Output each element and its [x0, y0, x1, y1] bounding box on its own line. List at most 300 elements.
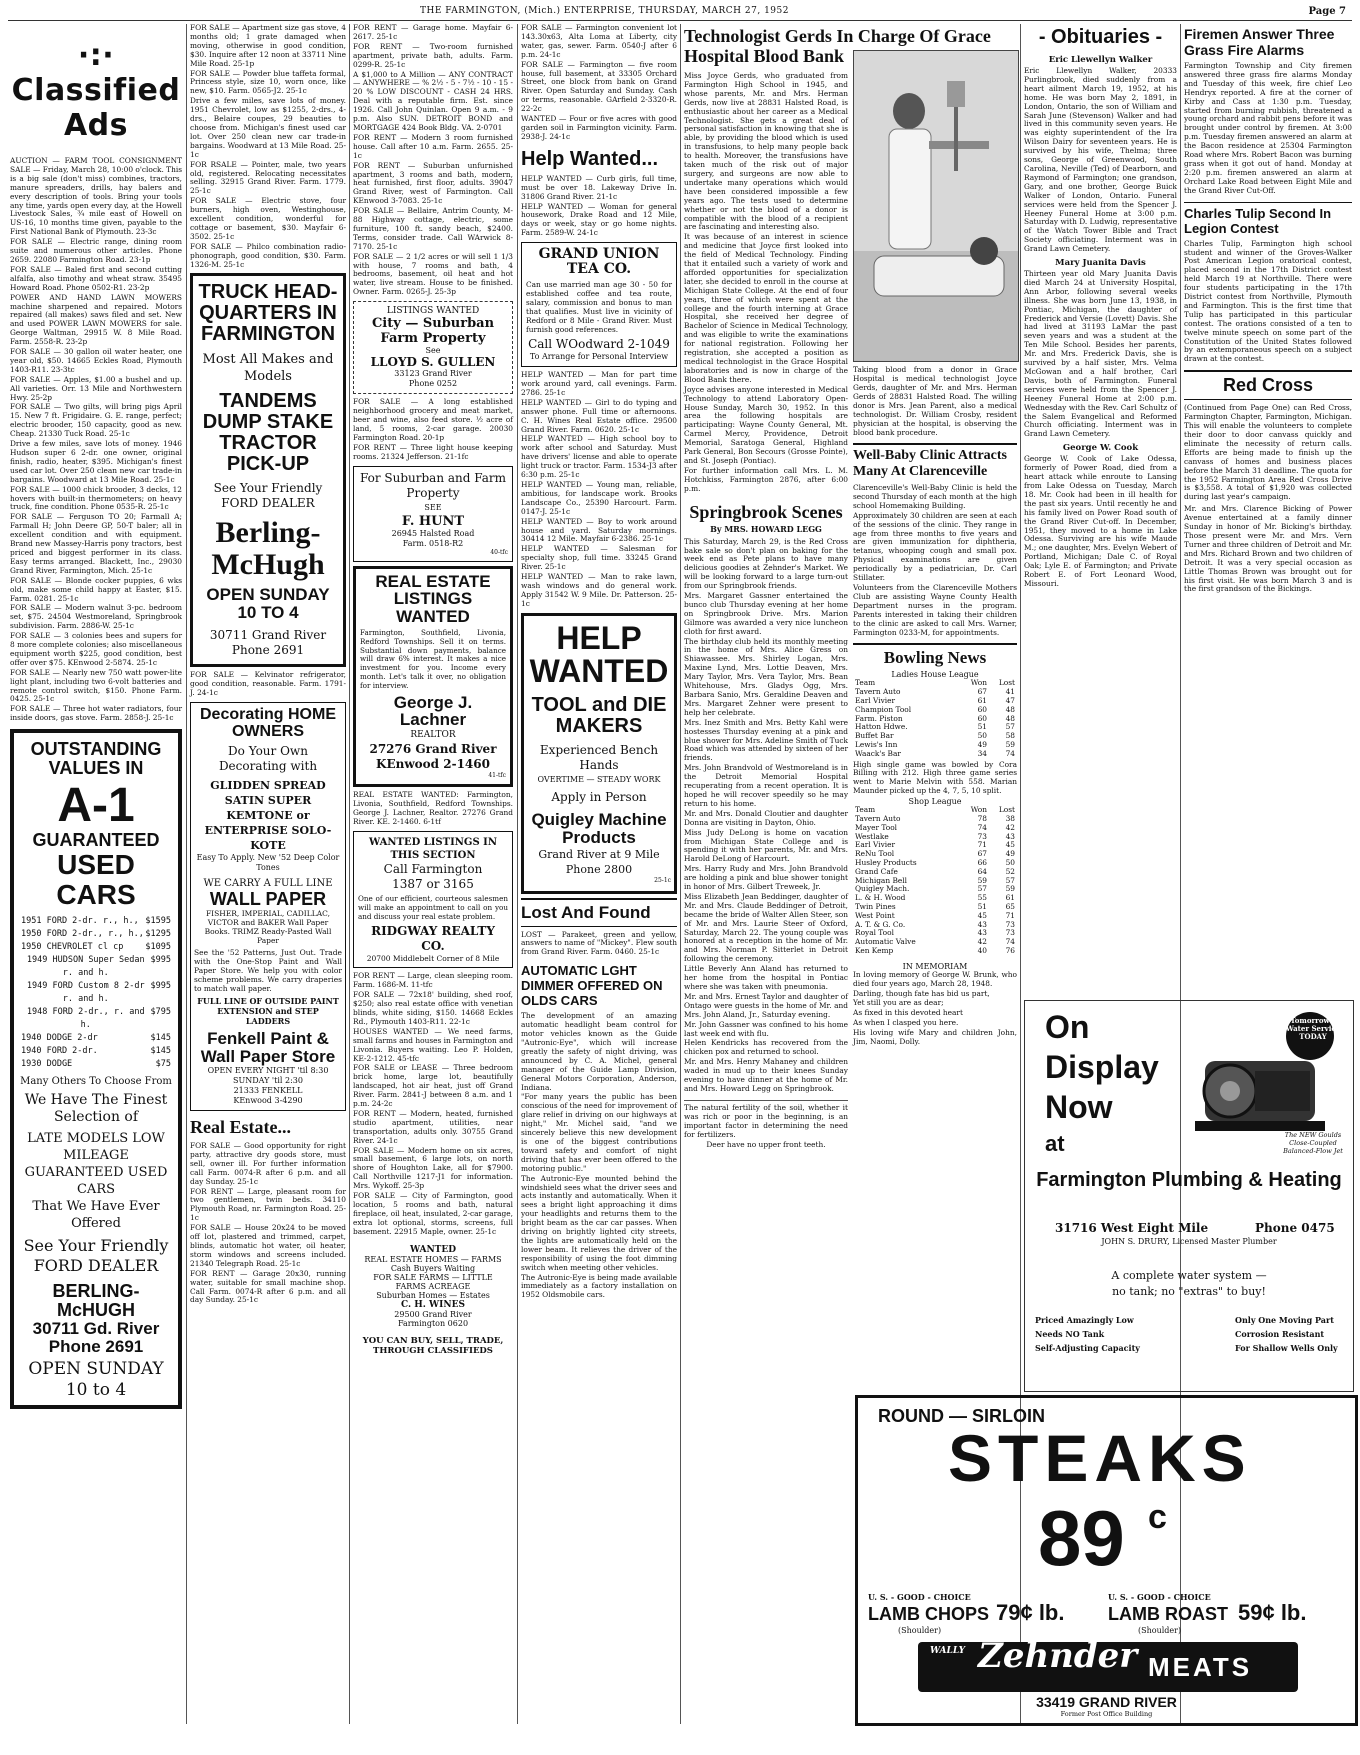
car-listing — [18, 980, 174, 1006]
cell-team: Royal Tool — [855, 928, 894, 938]
cell-won: 51 — [977, 901, 987, 911]
meat-address: 33419 GRAND RIVER — [1036, 1694, 1177, 1710]
cell-team: Mayer Tool — [855, 822, 898, 832]
tulip-article: Charles Tulip, Farmington high school student and winner of the Groves-Walker Post American Legion oratorical contest, placed second in the 17th District contest held March 19 at Northville. There were four students participating in the 17th District contest from Northville, Plymouth and Farmington. This is the first time that Tulip has participated in this particular contest. The orations consisted of a ten to twelve minute speech on some part of the Constitution of the United States followed by an extemporaneous speech on a subject drawn at the contest. — [1184, 238, 1352, 364]
quigley-phone: Phone 2800 — [565, 862, 633, 876]
lachner-phone: KEnwood 2-1460 — [376, 757, 490, 772]
cell-won: 71 — [977, 840, 987, 850]
text-block: FOR RSALE — Pointer, male, two years old, registered. Relocating necessitates selling. 32915 Grand River. Farm. 1779. 25-1c — [190, 159, 346, 196]
text-block: FOR RENT — Two-room furnished apartment, private bath, adults. Farm. 0299-R. 25-1c — [353, 41, 513, 69]
car-listing — [18, 1032, 174, 1045]
real-estate-heading: Real Estate... — [190, 1117, 291, 1138]
meats-label: MEATS — [1148, 1652, 1253, 1682]
gullen-name: LLOYD S. GULLEN — [370, 355, 496, 370]
roast-cut: (Shoulder) — [1138, 1626, 1182, 1635]
text-block: HOUSES WANTED — We need farms, small farms and houses in Farmington and Livonia. Buyers waiting. Leo P. Holden, KE-2-1212. 45-tfc — [353, 1026, 513, 1063]
see-dealer-line: See Your Friendly FORD DEALER — [23, 1236, 169, 1276]
classified-column-3 — [353, 24, 513, 1729]
springbrook-byline: By MRS. HOWARD LEGG — [710, 523, 822, 534]
truck-address: 30711 Grand River — [209, 628, 327, 643]
ridgway-copy: One of our efficient, courteous salesmen will make an appointment to call on you and discuss your real estate problem. — [358, 893, 508, 921]
text-block: AUCTION — FARM TOOL CONSIGNMENT SALE — Friday, March 28, 10:00 o'clock. This is a big sale (don't miss) combines, tractors, manure spreaders, drills, hay balers and every description of tools. Bring your tools any time, yards open every day, at the Howell Livestock Sales, ¾ mile east of Howell on US-16, 10 months time given, payable to the First National Bank of Plymouth. 23-3c — [10, 156, 182, 237]
real-estate-ad-list — [190, 1142, 346, 1305]
plumbing-phone: Phone 0475 — [1255, 1221, 1335, 1235]
hunt-phone: Farm. 0518-R2 — [402, 538, 464, 548]
col-won: Won — [970, 678, 987, 688]
pump-caption: The NEW Goulds Close-Coupled Balanced-Flow Jet — [1283, 1131, 1343, 1155]
text-block: FOR SALE — Modern walnut 3-pc. bedroom set, $75. 24504 Westmoreland, Springbrook subdivision. Farm. 2886-W. 25-1c — [10, 603, 182, 631]
text-block: FOR RENT — Garage home. Mayfair 6-2617. 25-1c — [353, 23, 513, 41]
ridgway-address: 20700 Middlebelt Corner of 8 Mile — [366, 954, 500, 964]
text-block: The Autronic-Eye mounted behind the windshield sees what the driver sees and acts instantly and automatically. When it sees a bright light approaching it dims your headlights and returns them to the bright beam as the car car passes. When driving on brightly lighted city streets, the lights are automatically held on the lower beam. It relieves the driver of the responsibility of using the foot dimming switch when meeting other vehicles. — [521, 1173, 677, 1272]
text-block: Mrs. Harry Rudy and Mrs. John Brandvold are holding a pink and blue shower tonight in honor of Mrs. Gilbert Treweek, Jr. — [684, 864, 848, 892]
lachner-ad — [353, 566, 513, 788]
obituary-column — [1024, 24, 1177, 1004]
cell-team: Earl Vivier — [855, 696, 896, 705]
wines-l2: REAL ESTATE HOMES — FARMS — [364, 1254, 502, 1264]
cell-lost: 74 — [1005, 937, 1015, 947]
truck-open-sunday: OPEN SUNDAY 10 TO 4 — [206, 585, 330, 623]
lachner-address: 27276 Grand River — [369, 742, 497, 757]
cell-won: 73 — [977, 831, 987, 841]
plumbing-owner: JOHN S. DRURY, Licensed Master Plumber — [1101, 1237, 1277, 1246]
classified-ad-list — [10, 157, 182, 723]
text-block: FOR SALE — Farmington — five room house, full basement, at 33305 Orchard Street, one block from bank on Grand River. Open Saturday and Sunday. Cash or terms, reasonable. GArfield 2-3320-R. 22-2c — [521, 59, 677, 114]
wally-label: WALLY — [930, 1646, 966, 1656]
text-block: FOR SALE — Philco combination radio-phonograph, good condition, $30. Farm. 1326-M. 25-1c — [190, 241, 346, 269]
quigley-address: Grand River at 9 Mile — [538, 847, 660, 861]
classified-ad-list — [190, 24, 346, 269]
obituary-name: Eric Llewellyn Walker — [1048, 55, 1153, 65]
cell-won: 51 — [977, 722, 987, 732]
obituaries-heading: - Obituaries - — [1038, 26, 1163, 48]
quigley-code: 25-1c — [654, 876, 671, 884]
zehnder-meats-ad — [855, 1395, 1358, 1726]
cell-lost: 45 — [1005, 840, 1015, 850]
cell-team: Quigley Mach. — [855, 884, 910, 894]
hunt-see: SEE — [424, 502, 442, 512]
news-column-8 — [1184, 24, 1352, 1004]
car-name: 1948 FORD 2-dr., r. and h. — [26, 1007, 145, 1031]
masthead: THE FARMINGTON, (Mich.) ENTERPRISE, THURSDAY, MARCH 27, 1952 — [420, 6, 789, 16]
paper-brands: FISHER, IMPERIAL, CADILLAC, VICTOR and BAKER Wall Paper Books. TRIMZ Ready-Pasted Wall Paper — [204, 909, 332, 946]
table-row — [853, 750, 1017, 759]
help-wanted-list — [521, 371, 677, 609]
cell-team: Ken Kemp — [855, 945, 894, 955]
car-price: $145 — [150, 1046, 171, 1057]
classified-column-4 — [521, 24, 677, 1729]
paint-store-name: Fenkell Paint & Wall Paper Store — [200, 1029, 336, 1067]
text-block: Mrs. Inez Smith and Mrs. Betty Kahl were hostesses Thursday evening at a pink and blue shower for Mrs. Adeline Smith of Tuck Road which was attended by sixteen of her friends. — [684, 717, 848, 763]
clinic-article — [853, 484, 1017, 637]
cell-won: 64 — [977, 866, 987, 876]
text-block: FOR RENT — Garage 20x30, running water, suitable for small machine shop. Call Farm. 0074-R after 6 p.m. and all day Sunday. 25-1c — [190, 1268, 346, 1305]
cell-won: 43 — [977, 928, 987, 938]
cell-won: 40 — [977, 945, 987, 955]
tea-co-phone: Call WOodward 2-1049 — [528, 337, 670, 352]
cell-won: 55 — [977, 893, 987, 903]
obituary-name: Mary Juanita Davis — [1055, 258, 1146, 269]
ridgway-l2: Call Farmington — [383, 861, 483, 876]
classified-column-1 — [10, 24, 182, 1729]
cell-lost: 49 — [1005, 849, 1015, 859]
classifieds-footer: YOU CAN BUY, SELL, TRADE, THROUGH CLASSIFIEDS — [362, 1335, 504, 1356]
cell-team: Twin Pines — [855, 901, 896, 911]
classified-ad: LOST — Parakeet, green and yellow, answers to name of "Mickey". Flew south from Grand River. Farm. 0460. 25-1c — [521, 929, 677, 957]
cell-lost: 48 — [1005, 704, 1015, 714]
plumbing-tag2: no tank; no "extras" to buy! — [1112, 1285, 1266, 1298]
text-block: FOR SALE — 3 colonies bees and supers for 8 more complete colonies; also miscellaneous equipment worth $225, good condition, best offer over $75. KEnwood 2-5874. 25-1c — [10, 631, 182, 667]
guaranteed-label: GUARANTEED — [32, 830, 160, 851]
cell-team: Champion Tool — [855, 704, 912, 714]
cell-won: 67 — [977, 849, 987, 859]
car-listing — [18, 1058, 174, 1071]
wines-phone: Farmington 0620 — [397, 1318, 469, 1328]
text-block: Darling, though fate has bid us part, — [853, 988, 990, 998]
car-price: $75 — [155, 1059, 171, 1070]
car-listing — [18, 928, 174, 941]
text-block: HELP WANTED — Man for part time work around yard, call evenings. Farm. 2786. 25-1c — [521, 370, 677, 397]
late-models-line: LATE MODELS LOW MILEAGE GUARANTEED USED CARS — [24, 1131, 168, 1198]
meat-cut-label: ROUND — SIRLOIN — [878, 1406, 1046, 1426]
col-lost: Lost — [998, 678, 1015, 688]
truck-phone: Phone 2691 — [231, 643, 305, 658]
text-block: FOR SALE — Blonde cocker puppies, 6 wks old, make some child happy at Easter, $15. Farm. 0281. 25-1c — [10, 575, 182, 603]
text-block: FOR SALE — Farmington convenient lot 143.30x63, Alta Loma at Liberty, city water, gas, sewer. Farm. 0540-J after 6 p.m. 24-1c — [521, 23, 677, 59]
text-block: Helen Kendricks has recovered from the chicken pox and returned to school. — [684, 1038, 848, 1057]
gullen-l1: LISTINGS WANTED — [386, 306, 480, 317]
gullen-phone: Phone 0252 — [408, 379, 458, 389]
bowling-headline: Bowling News — [853, 643, 1017, 668]
text-block: FOR RENT — Large, clean sleeping room. Farm. 1686-M. 11-tfc — [353, 971, 513, 990]
help-wanted-list — [521, 175, 677, 238]
quigley-ad — [521, 613, 677, 894]
car-listing — [18, 915, 174, 928]
col-lost: Lost — [998, 805, 1015, 815]
col-team: Team — [855, 678, 876, 688]
cell-won: 59 — [977, 875, 987, 885]
quigley-trade: TOOL and DIE MAKERS — [531, 693, 667, 737]
text-block: FOR SALE — Bellaire, Antrim County, M-88 Highway cottage, electric, some furniture, 100 ft. sandy beach, $2400. Terms, consider trade. Call WArwick 8-7170. 25-1c — [353, 206, 513, 251]
hunt-ad — [353, 466, 513, 562]
lamb-grade: U. S. - GOOD - CHOICE — [1108, 1592, 1211, 1602]
classified-ad: FOR SALE — A long established neighborhood grocery and meat market, beer and wine, also feed store. ½ acre of land, 5 rooms, 2-car garage. 20030 Farmington Road. 20-1p — [353, 397, 513, 442]
filler-deer: Deer have no upper front teeth. — [706, 1139, 826, 1149]
shop-league-table — [853, 806, 1017, 956]
truck-headline: TRUCK HEAD-QUARTERS IN FARMINGTON — [198, 281, 338, 346]
text-block: FOR SALE — Two gilts, will bring pigs April 15. New 7 ft. Frigidaire. G. E. range, perfect; electric brooder, 150 capacity, good as new. Cheap. 21330 Tuck Road. 25-1c — [10, 402, 182, 439]
cell-lost: 59 — [1005, 739, 1015, 749]
text-block: Approximately 30 children are seen at each of the sessions of the clinic. They range in age from three months to five years and are given immunization for diphtheria, tetanus, whooping cough and small pox. Physical examinations are given periodically by a pediatrician, Dr. Carl Stillater. — [853, 510, 1017, 583]
wines-l1: WANTED — [409, 1244, 457, 1255]
text-block: FOR SALE — Electric range, dining room suite and numerous other articles. Phone 2659. 22080 Farmington Road. 23-1p — [10, 237, 182, 264]
classified-ad-list — [521, 24, 677, 142]
cell-won: 34 — [977, 748, 987, 758]
cell-lost: 73 — [1005, 919, 1015, 929]
text-block: Drive a few miles, save lots of money. 1951 Chevrolet, low as $1255, 2-drs., 4-drs., Belaire coupes, 29 beauties to choose from. Michigan's finest used car lot. Over 250 clean new car trade-in bargains. Woodward at 13 Mile Road. 25-1c — [190, 96, 346, 159]
now-label: Now — [1045, 1089, 1113, 1125]
obituary-name: George W. Cook — [1062, 443, 1139, 454]
used-cars-ad — [10, 729, 182, 1408]
plumbing-ad — [1024, 1000, 1354, 1392]
help-wanted-heading: Help Wanted... — [521, 147, 659, 170]
car-listing — [18, 1006, 174, 1032]
filler-fertility: The natural fertility of the soil, whether it was rich or poor in the beginning, is an important factor in determining the need for fertilizers. — [684, 1100, 848, 1140]
cell-team: Automatic Valve — [855, 937, 916, 947]
springbrook-article — [684, 538, 848, 1094]
a1-label: A-1 — [57, 778, 135, 832]
car-name: 1940 DODGE 2-dr — [21, 1033, 98, 1044]
truck-dealer-name: Berling-McHugh — [211, 516, 325, 581]
car-price: $1295 — [145, 929, 171, 940]
springbrook-headline: Springbrook Scenes — [689, 501, 843, 522]
cell-team: Waack's Bar — [855, 748, 901, 758]
paint-brands: GLIDDEN SPREAD SATIN SUPER KEMTONE or ENTERPRISE SOLO-KOTE — [204, 779, 332, 853]
cell-team: Hatton Hdwe. — [855, 722, 908, 732]
text-block: For further information call Mrs. L. M. Hotchkiss, Farmington 2876, after 6:00 p.m. — [684, 465, 848, 493]
text-block: Mrs. Margaret Gassner entertained the bunco club Thursday evening at her home on Springbrook Drive. Mrs. Marion Gilmore was awarded a very nice luncheon cloth for first award. — [684, 591, 848, 636]
gullen-ad — [353, 301, 513, 394]
lachner-code: 41-tfc — [488, 772, 506, 780]
hunt-code: 40-tfc — [490, 548, 508, 556]
quigley-name: Quigley Machine Products — [531, 809, 667, 847]
cell-won: 42 — [977, 937, 987, 947]
truck-ad — [190, 273, 346, 667]
paint-ad — [190, 702, 346, 1111]
text-block: Miss Elizabeth Jean Beddinger, daughter of Mr. and Mrs. Claude Beddinger of Detroit, became the bride of Walter Allen Steer, son of Mr. and Mrs. Laurie Steer of Oxford, Saturday, March 22. The young couple was honored at a reception in the home of Mr. and Mrs. Norman P. Sitterlet in Detroit following the ceremony. — [684, 891, 848, 964]
cell-won: 50 — [977, 731, 987, 741]
lamb-chops-label: LAMB CHOPS — [868, 1604, 989, 1624]
car-price: $795 — [150, 1007, 171, 1018]
cell-won: 60 — [977, 713, 987, 723]
memoriam-heading: IN MEMORIAM — [902, 961, 968, 971]
quigley-overtime: OVERTIME — STEADY WORK — [537, 774, 661, 784]
text-block: FOR RENT — Large, pleasant room for two gentlemen, twin beds. 34110 Plymouth Road, nr. Farmington Road. 25-1c — [190, 1186, 346, 1223]
text-block: Mrs. John Brandvold of Westmoreland is in the Detroit Memorial Hospital recuperating from a recent operation. It is hoped he will recover speedily so he may return to his home. — [684, 763, 848, 808]
text-block: HELP WANTED — Boy to work around house and yard. Saturday mornings. 30414 12 Mile. Mayfair 6-2386. 25-1c — [521, 516, 677, 544]
dimmer-article — [521, 1012, 677, 1300]
quigley-experience: Experienced Bench Hands — [539, 742, 659, 772]
hunt-l1: For Suburban and Farm Property — [359, 470, 507, 500]
used-cars-label: USED CARS — [56, 849, 136, 910]
cell-lost: 65 — [1005, 901, 1015, 911]
paint-full-line: WE CARRY A FULL LINE — [203, 878, 333, 890]
obituary-body: George W. Cook of Lake Odessa, formerly of Power Road, died from a heart attack while enroute to Lansing from Lake Odessa on Tuesday, March 18. Mr. Cook had been in ill health for the past six years. Until recently he and his family lived on Power Road south of the Grand River Cut-off. In December, 1951, they moved to a home in Lake Odessa. Surviving are his wife Maude M.; one daughter, Mrs. Evelyn Webert of Portland, Michigan; Dale C. of Royal Oak; Lyle E. of Farmington; and Private Robert E. of Fort Leonard Wood, Missouri. — [1024, 454, 1177, 588]
cell-lost: 52 — [1005, 866, 1015, 876]
page-header — [0, 0, 1360, 22]
text-block: HELP WANTED — Young man, reliable, ambitious, for landscape work. Brooks Landscape Co., 25390 Harcourt. Farm. 0147-J. 25-1c — [521, 480, 677, 516]
cell-won: 78 — [977, 814, 987, 823]
text-block: FOR SALE — Baled first and second cutting alfalfa, also timothy and wheat straw. 35495 Howard Road. Phone 0502-R1. 23-2p — [10, 264, 182, 292]
blood-donor-photo — [853, 50, 1019, 362]
dealer-phone: Phone 2691 — [48, 1336, 144, 1356]
lamb-grade: U. S. - GOOD - CHOICE — [868, 1592, 971, 1602]
text-block: FOR RENT — Suburban unfurnished apartment, 3 rooms and bath, modern, heat furnished, first floor, adults. 39047 Grand River, west of Farmington. Call KEnwood 3-7083. 25-1c — [353, 160, 513, 206]
cell-team: Tavern Auto — [855, 687, 901, 697]
text-block: Volunteers from the Clarenceville Mothers Club are assisting Wayne County Health Department nurses in the program. Parents interested in taking their children to the clinic are asked to call Mrs. Warner, Farmington 0233-M, for appointments. — [853, 582, 1017, 637]
plumbing-name: Farmington Plumbing & Heating — [1036, 1169, 1342, 1191]
cell-team: Earl Vivier — [855, 840, 896, 850]
fire-article: Farmington Township and City firemen answered three grass fire alarms Monday and Tuesday of this week, fire chief Leo Hendryx reported. A fire at the corner of Kirby and Cass at 1:30 p.m. Tuesday, started from burning rubbish, threatened a young orchard and rabbit pens before it was brought under control by firemen. At 3:00 p.m. Tuesday firemen answered an alarm at the Bacon residence at 25304 Farmington Road where Mrs. Robert Bacon was burning grass when it got out of hand. Monday at 2:20 p.m. firemen answered an alarm at Orchard Lake Road between Eight Mile and the Grand River Cut-Off. — [1184, 61, 1352, 195]
obituary-body: Thirteen year old Mary Juanita Davis died March 24 at University Hospital, Ann Arbor, following several weeks illness. She was born June 13, 1938, in Pontiac, Michigan, the daughter of Frederick and Versie (Lovett) Davis. She had lived at 31193 LaMar the past seven years and was a student at the Ten Mile School. Besides her parents, Mr. and Mrs. Frederick Davis, she is survived by a half sister, Mrs. Velma McGowan and a half brother, Carl Davis, both of Farmington. Funeral services were held from the Spencer J. Heeney Funeral Home at 2:00 p.m. Wednesday with the Rev. Carl Schultz of the Salem Evangelical and Reformed Church officiating. Interment was in Grand Lawn Cemetery. — [1024, 269, 1177, 439]
paint-copy: See the '52 Patterns, Just Out. Trade with the One-Stop Paint and Wall Paper Store. We help you with color scheme problems. We carry draperies to match wall paper. — [194, 948, 342, 994]
paint-address: 21333 FENKELL — [233, 1086, 303, 1096]
ridgway-l1: WANTED LISTINGS IN THIS SECTION — [369, 836, 497, 861]
car-price: $145 — [150, 1033, 171, 1044]
steaks-label: STEAKS — [948, 1421, 1252, 1495]
cell-team: Buffet Bar — [855, 731, 894, 741]
text-block: Little Beverly Ann Aland has returned to her home from the hospital in Pontiac where she was taken with pneumonia. — [684, 964, 848, 991]
display-label: Display — [1045, 1049, 1159, 1085]
cell-lost: 43 — [1005, 831, 1015, 841]
text-block: FOR RENT — Modern 3 room furnished house. Call after 10 a.m. Farm. 2655. 25-1c — [353, 132, 513, 160]
text-block: FOR SALE — Nearly new 750 watt power-lite light plant, including two 6-volt batteries and remote control switch, $150. Phone Farm. 0425. 25-1c — [10, 667, 182, 704]
car-listing — [18, 954, 174, 980]
text-block: "For many years the public has been conscious of the need for improvement of glare relief in driving on our highways at night," Mr. Michel said, "and we sincerely believe this new development is one of the biggest contributions toward safety and comfort of night driving that has ever been offered to the motoring public." — [521, 1092, 677, 1173]
cell-lost: 57 — [1005, 722, 1015, 732]
that-line: That We Have Ever Offered — [32, 1199, 160, 1232]
lachner-name: George J. Lachner — [393, 692, 473, 730]
ladders-line: FULL LINE OF OUTSIDE PAINT EXTENSION and STEP LADDERS — [197, 996, 339, 1027]
cell-lost: 71 — [1005, 910, 1015, 920]
obituary-list — [1024, 55, 1177, 589]
cell-won: 66 — [977, 857, 987, 867]
car-listing — [18, 1045, 174, 1058]
cell-lost: 76 — [1005, 945, 1015, 955]
paint-tones: Easy To Apply. New '52 Deep Color Tones — [196, 853, 340, 873]
paint-hours: OPEN EVERY NIGHT 'til 8:30 SUNDAY 'til 2:30 — [207, 1066, 329, 1086]
cell-won: 57 — [977, 884, 987, 894]
car-price: $1095 — [145, 942, 171, 953]
paint-subhead: Do Your Own Decorating with — [218, 744, 318, 774]
text-block: FOR SALE — Modern home on six acres, small basement, 6 large lots, on north shore of Houghton Lake, all for $7900. Call Northville 1217-J1 for information. Mrs. Wykoff. 25-3p — [353, 1145, 513, 1191]
clinic-headline: Well-Baby Clinic Attracts Many At Clarenceville — [853, 443, 1017, 480]
cell-team: Farm. Piston — [855, 713, 903, 723]
ladies-league-table — [853, 679, 1017, 758]
text-block: A $1,000 to A Million — ANY CONTRACT — ANYWHERE — % 2½ - 5 - 7½ - 10 - 15 - 20 % LOW DISCOUNT - CASH 24 HRS. Deal with a reputable firm. Est. since 1926. Call John Quinlan. Open 9 a.m. - 9 p.m. Also SUN. DETROIT BOND and MORTGAGE 424 Book Bldg. VA. 2-0701 — [353, 69, 513, 132]
cell-team: Grand Cafe — [855, 866, 898, 876]
meat-former-building: Former Post Office Building — [1060, 1710, 1153, 1718]
text-block: Mr. and Mrs. Henry Mahaney and children waded in mud up to their knees Sunday evening to have dinner at the home of Mr. and Mrs. Howard Legg on Springbrook. — [684, 1057, 848, 1093]
text-block: HELP WANTED — Girl to do typing and answer phone. Full time or afternoons. C. H. Wines Real Estate office. 29500 Grand River. Farm. 0620. 25-1c — [521, 397, 677, 434]
cell-lost: 61 — [1005, 893, 1015, 903]
open-sunday: OPEN SUNDAY 10 to 4 — [28, 1358, 164, 1400]
cell-team: Westlake — [855, 831, 889, 841]
car-name: 1951 FORD 2-dr. r., h., — [21, 916, 139, 927]
cell-lost: 47 — [1005, 696, 1015, 705]
text-block: FOR SALE — Apartment size gas stove, 4 months old; 1 grate damaged when moving, otherwise in good condition, $30. Inquire after 12 noon at 33711 Nine Mile Road. 25-1p — [190, 23, 346, 68]
cell-lost: 57 — [1005, 875, 1015, 885]
cell-won: 43 — [977, 919, 987, 929]
cell-team: West Point — [855, 910, 895, 920]
truck-makes: Most All Makes and Models — [202, 352, 334, 385]
selection-line: We Have The Finest Selection of — [24, 1092, 168, 1126]
text-block: FOR SALE — Apples, $1.00 a bushel and up. All varieties. Orr. 13 Mile and Northwestern Hwy. 25-2p — [10, 374, 182, 402]
text-block: FOR SALE — Powder blue taffeta formal, Princess style, size 10, worn once, like new, $10. Farm. 0565-J2. 25-1c — [190, 68, 346, 96]
chops-cut: (Shoulder) — [898, 1626, 942, 1635]
car-listing — [18, 941, 174, 954]
car-name: 1940 FORD 2-dr. — [21, 1046, 98, 1057]
dots-icon: ·:· — [77, 38, 115, 73]
paint-phone: KEnwood 3-4290 — [233, 1096, 303, 1106]
cell-won: 45 — [977, 910, 987, 920]
text-block: As when I clasped you here. — [853, 1018, 959, 1028]
header-rule — [8, 20, 1352, 21]
text-block: FOR SALE — Good opportunity for right party, attractive dry goods store, must sell, owner ill. For further information call Farm. 0074-R after 6 p.m. and all day Sunday. 25-1c — [190, 1141, 346, 1186]
classified-ad: REAL ESTATE WANTED: Farmington, Livonia, Southfield, Redford Townships. George J. Lachner, Realtor. 27276 Grand River. KE. 2-1460. 6-1tf — [353, 790, 513, 827]
redcross-headline: Red Cross — [1184, 370, 1352, 400]
car-price: $995 — [150, 955, 171, 966]
cell-won: 61 — [977, 696, 987, 705]
col-won: Won — [970, 805, 987, 815]
text-block: FOR SALE — Three hot water radiators, four inside doors, gas stove. Farm. 2858-J. 25-1c — [10, 704, 182, 723]
cell-lost: 59 — [1005, 884, 1015, 894]
text-block: Miss Joyce Gerds, who graduated from Farmington High School in 1945, and whose parents, Mr. and Mrs. Herman Gerds, now live at 28831 Halsted Road, is enthusiastic about her career as a Medical Technologist. She gets a great deal of personal satisfaction in knowing that she is able, by providing the blood which is used in transfusions, to help many people back to health. Moreover, the transfusions have taken much of the risk out of major surgery, and surgeons are now able to undertake many operations which would have been considered impossible a few years ago. The tests used to determine whether or not the blood of a donor is compatible with the blood of a recipient are fascinating and interesting also. — [684, 71, 848, 232]
cell-lost: 42 — [1005, 822, 1015, 832]
used-cars-headline: OUTSTANDING VALUES IN — [30, 739, 162, 779]
others-line: Many Others To Choose From — [20, 1076, 172, 1088]
text-block: Drive a few miles, save lots of money. 1946 Hudson super 6 2-dr. one owner, original finish, radio, heater, $395. Michigan's finest used car lot. Over 250 clean new car trade-in bargains. Woodward at 13 Mile Road. 25-1c — [10, 439, 182, 484]
cell-team: Michigan Bell — [855, 875, 907, 885]
text-block: FOR SALE — Electric stove, four burners, high oven, Westinghouse, excellent condition, wonderful for cottage or basement, $30. Mayfair 6-3502. 25-1c — [190, 196, 346, 241]
text-block: Clarenceville's Well-Baby Clinic is held the second Thursday of each month at the high school Homemaking Building. — [853, 483, 1017, 510]
classified-ad-list — [353, 972, 513, 1236]
cell-team: Tavern Auto — [855, 814, 901, 823]
wines-l5: Suburban Homes — Estates — [376, 1290, 490, 1300]
car-price: $1595 — [145, 916, 171, 927]
photo-illustration — [854, 51, 1018, 361]
text-block: FOR SALE — 1000 chick brooder, 3 decks, 12 hovers with built-in thermometers; on heavy truck, fine condition. Phone 0535-R. 25-1c — [10, 484, 182, 512]
plumbing-features-right: Only One Moving Part Corrosion Resistant For Shallow Wells Only — [1235, 1315, 1338, 1353]
cell-lost: 58 — [1005, 731, 1015, 741]
dealer-address: 30711 Gd. River — [32, 1318, 160, 1338]
lamb-chops-price: 79¢ lb. — [996, 1600, 1065, 1625]
hunt-name: F. HUNT — [401, 513, 465, 529]
text-block: It was because of an interest in science and medicine that Joyce first looked into the field of Medical Technology. Finding that it entailed such a variety of work and afforded opportunities for specialization later, she decided to enroll in the course at Michigan State College. At the end of four years, three of which were spent at the college and the fourth interning at Grace Hospital, she received her degree of Bachelor of Science in Medical Technology, and was eligible to write the examinations for national registration. Following her registration, she accepted a position as medical technologist in the Grace Hospital laboratories and is now in charge of the Blood Bank there. — [684, 232, 848, 384]
plumbing-features-left: Priced Amazingly Low Needs NO Tank Self-Adjusting Capacity — [1035, 1315, 1140, 1353]
tomorrow-badge: Tomorrow's Water Service TODAY — [1285, 1016, 1341, 1041]
text-block: HELP WANTED — Salesman for specialty shop, full time. 33245 Grand River. 25-1c — [521, 544, 677, 572]
zehnder-brand: Zehnder — [978, 1636, 1138, 1676]
plumbing-address: 31716 West Eight Mile — [1055, 1221, 1209, 1235]
quigley-headline: HELP WANTED — [529, 619, 669, 690]
text-block: FOR SALE — Ferguson TO 20; Farmall A; Farmall H; John Deere GP, 50-T baler; all in excellent condition and with equipment. Brand new Massey-Harris pony tractors, best priced and biggest performer in its class. Easy terms arranged. Blackett, Inc., 29030 Grand River, Farmington, Mich. 25-1c — [10, 512, 182, 575]
tea-co-copy: Can use married man age 30 - 50 for established coffee and tea route, salary, commission and bonus to man that qualifies. Must live in vicinity of Redford or 8 Mile - Grand River. Must furnish good references. — [526, 280, 672, 335]
wines-l4: FOR SALE FARMS — LITTLE FARMS ACREAGE — [373, 1272, 493, 1291]
wines-name: C. H. WINES — [401, 1299, 465, 1310]
classified-column-2 — [190, 24, 346, 1729]
cell-team: Lewis's Inn — [855, 739, 898, 749]
ridgway-phone: 1387 or 3165 — [392, 876, 474, 891]
text-block: HELP WANTED — Man to rake lawn, wash windows and do general work. Apply 31542 W. 9 Mile. Dr. Patterson. 25-1c — [521, 572, 677, 608]
text-block: FOR SALE — 72x18' building, shed roof, $250; also real estate office with venetian blinds, white siding, $150. 14668 Eckles Rd., Plymouth 1403-R11. 22-1c — [353, 990, 513, 1026]
gullen-see: See — [425, 346, 441, 356]
hunt-address: 26945 Halsted Road — [391, 528, 475, 538]
column-divider — [680, 24, 681, 1724]
steak-price: 89 — [1038, 1494, 1125, 1582]
col-team: Team — [855, 805, 876, 815]
table-row — [853, 947, 1017, 956]
car-name: 1949 HUDSON Super Sedan r. and h. — [26, 955, 145, 979]
cell-won: 60 — [977, 704, 987, 714]
quigley-apply: Apply in Person — [551, 789, 647, 804]
cell-won: 74 — [977, 822, 987, 832]
obituary-body: Eric Llewellyn Walker, 20333 Purlingbrook, died suddenly from a heart ailment March 19, 1952, at his home. He was born May 2, 1891, in London, Ontario, the son of William and Sarah June (Stevenson) Walker and had lived in this community seven years. He was eighty superintendent of the Ira Wilson Dairy for seventeen years. He is survived by his wife, Thelma; three sons, George of Greenwood, South Carolina, Neville (Ted) of Dearborn, and Raymond of Farmington; one grandson, Gary, and one brother, George Buick Walker of London, Ontario. Funeral services were held from the Spencer J. Heeney Funeral Home at 3:00 p.m. Saturday with D. Ludwig, representative of the Watch Tower Bible and Tract Society officiating. Interment was in Grand Lawn Cemetery. — [1024, 66, 1177, 254]
wines-address: 29500 Grand River — [394, 1309, 472, 1319]
text-block: WANTED — Four or five acres with good garden soil in Farmington vicinity. Farm. 2938-J. 24-1c — [521, 114, 677, 141]
lachner-headline: REAL ESTATE LISTINGS WANTED — [375, 571, 491, 627]
car-price: $995 — [150, 981, 171, 992]
